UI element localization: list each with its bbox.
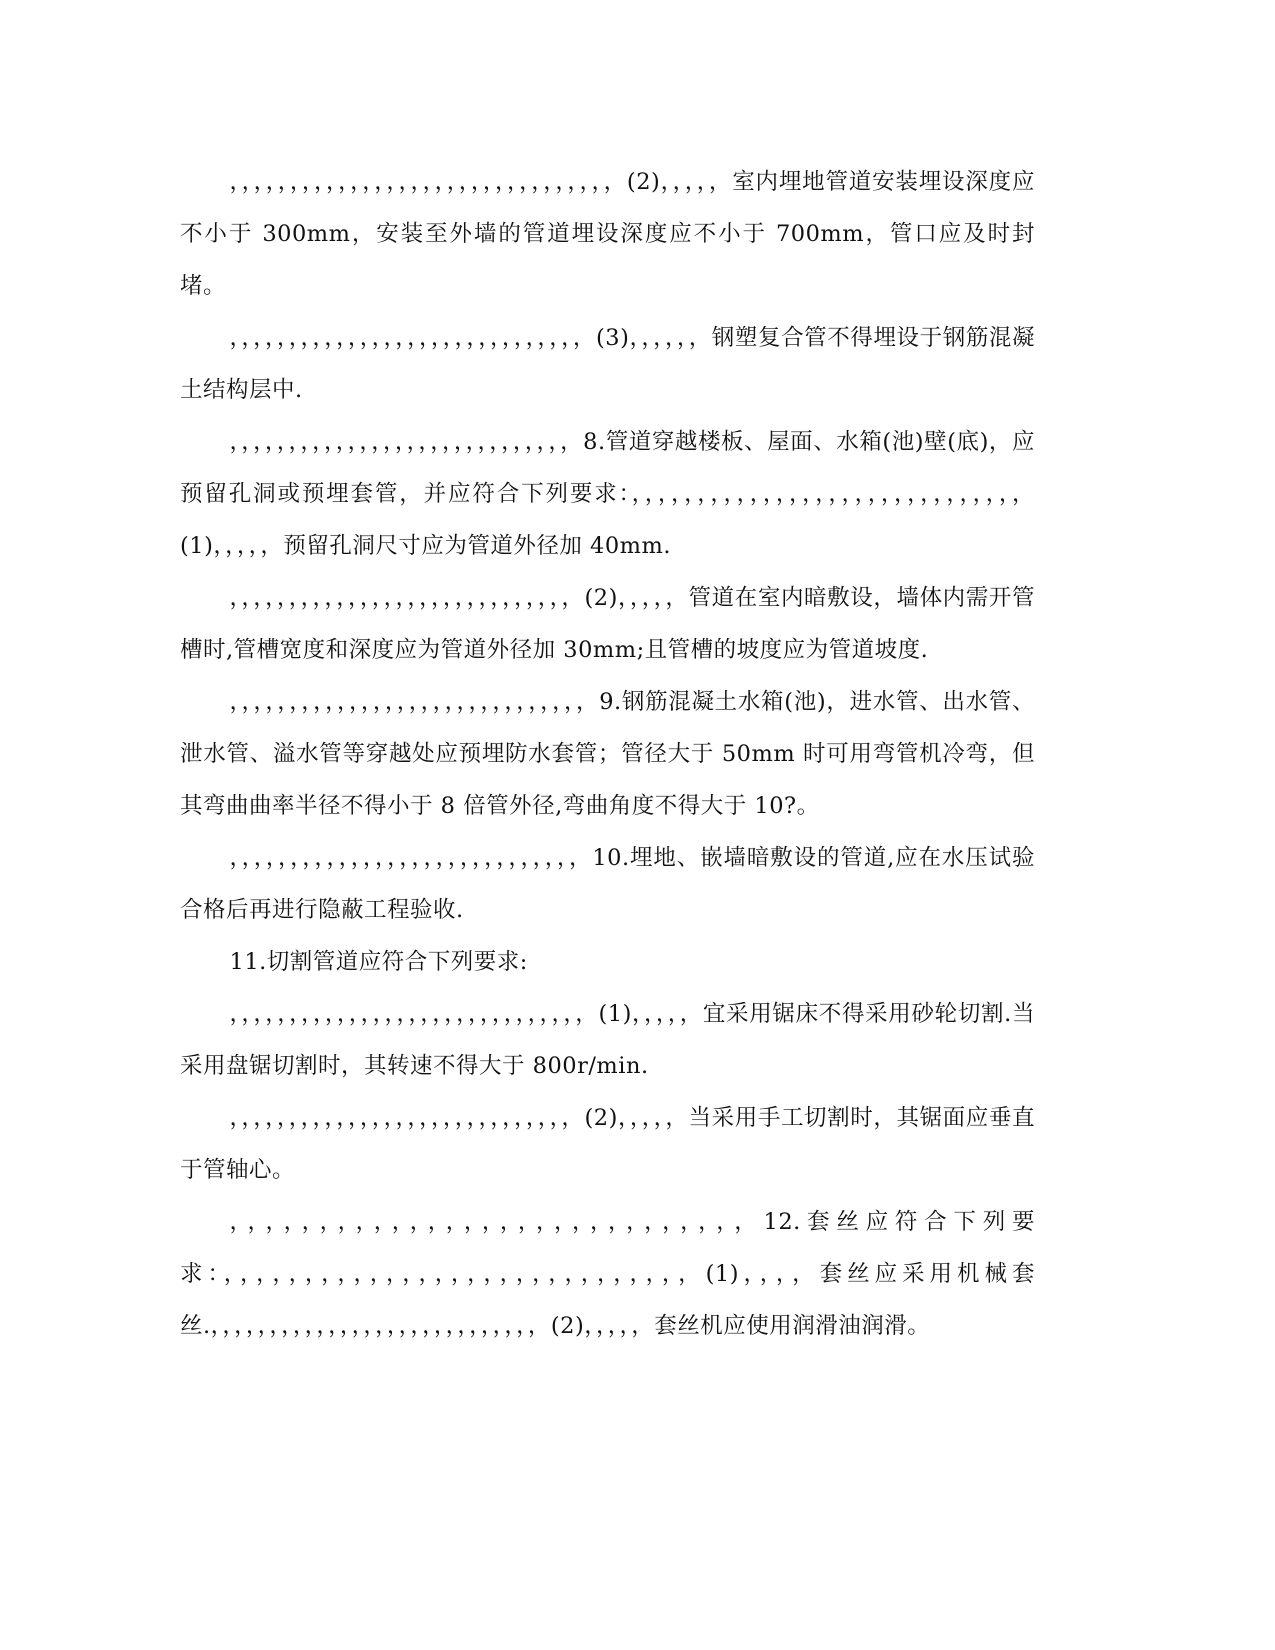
paragraph-cutting-heading: 11.切割管道应符合下列要求: — [229, 949, 528, 975]
paragraph-concealed-laying: ，，，，，，，，，，，，，，，，，，，，，，，，，，，，，(2)，，，，，管道在室内暗敷设，墙体内需开管槽时,管槽宽度和深度应为管道外径加 30mm;且管槽的坡度应为管道坡度. — [180, 585, 1035, 663]
paragraph-threading: ，，，，，，，，，，，，，，，，，，，，，，，，，，，，，12.套丝应符合下列要求：，，，，，，，，，，，，，，，，，，，，，，，，，，，，，(1)，，，，套丝应采用机械套丝.，，，，，，，，，，，，，，，，，，，，，，，，，，，，(2)，，，，，套丝机应使用润滑油润滑。 — [180, 1209, 1035, 1339]
paragraph-hidden-acceptance: ，，，，，，，，，，，，，，，，，，，，，，，，，，，，，10.埋地、嵌墙暗敷设的管道,应在水压试验合格后再进行隐蔽工程验收. — [180, 845, 1035, 923]
paragraph-steel-plastic-pipe: ，，，，，，，，，，，，，，，，，，，，，，，，，，，，，，(3)，，，，，，钢塑复合管不得埋设于钢筋混凝土结构层中. — [180, 325, 1035, 403]
document-page — [180, 156, 1035, 1352]
paragraph-cutting-saw: ，，，，，，，，，，，，，，，，，，，，，，，，，，，，，，(1)，，，，，宜采用锯床不得采用砂轮切割.当采用盘锯切割时，其转速不得大于 800r/min. — [180, 1001, 1035, 1079]
paragraph-manual-cutting: ，，，，，，，，，，，，，，，，，，，，，，，，，，，，，(2)，，，，，当采用手工切割时，其锯面应垂直于管轴心。 — [180, 1105, 1035, 1183]
paragraph-water-tank: ，，，，，，，，，，，，，，，，，，，，，，，，，，，，，，9.钢筋混凝土水箱(池)，进水管、出水管、泄水管、溢水管等穿越处应预埋防水套管；管径大于 50mm 时可用弯管机冷弯，但其弯曲曲率半径不得小于 8 倍管外径,弯曲角度不得大于 10?。 — [180, 689, 1035, 819]
paragraph-sleeve-requirements: ，，，，，，，，，，，，，，，，，，，，，，，，，，，，，8.管道穿越楼板、屋面、水箱(池)壁(底)，应预留孔洞或预埋套管，并应符合下列要求：，，，，，，，，，，，，，，，，，，，，，，，，，，，，，，(1)，，，，，预留孔洞尺寸应为管道外径加 40mm. — [180, 429, 1035, 559]
paragraph-burial-depth: ，，，，，，，，，，，，，，，，，，，，，，，，，，，，，，，，(2)，，，，，室内埋地管道安装埋设深度应不小于 300mm，安装至外墙的管道埋设深度应不小于 700mm，管口应及时封堵。 — [180, 169, 1035, 299]
